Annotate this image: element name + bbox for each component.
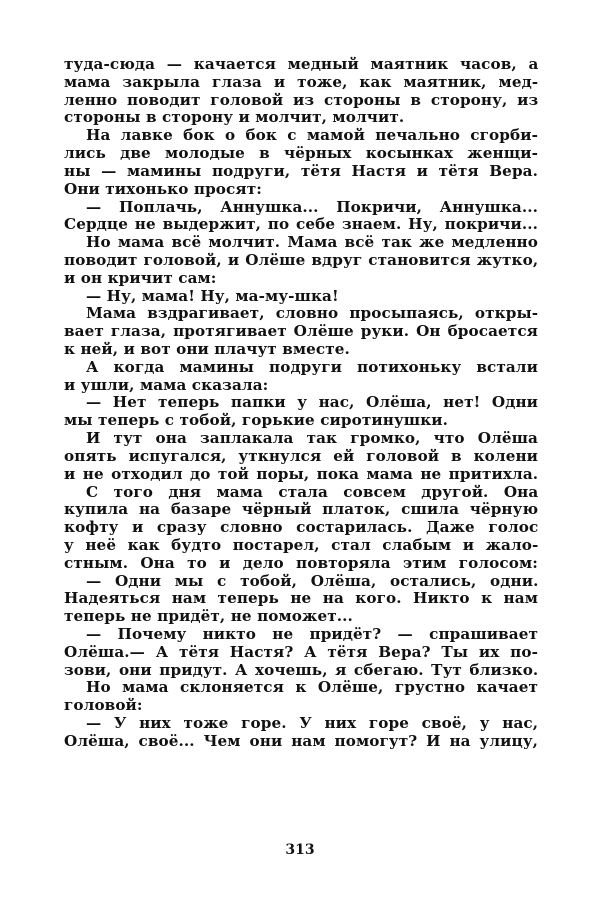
text-line: стным. Она то и дело повторяла этим голосом: <box>64 553 538 572</box>
text-line: и он кричит сам: <box>64 268 217 287</box>
text-line: Олёша.— А тётя Настя? А тётя Вера? Ты их по- <box>64 642 538 661</box>
text-line: Мама вздрагивает, словно просыпаясь, откры- <box>86 304 539 323</box>
paragraph <box>64 484 538 573</box>
paragraph <box>64 573 538 626</box>
text-line: Олёша, своё... Чем они нам помогут? И на улицу, <box>64 731 539 750</box>
text-line: Сердце не выдержит, по себе знаем. Ну, покричи... <box>64 215 538 234</box>
paragraph <box>64 199 538 235</box>
text-line: у неё как будто постарел, стал слабым и жало- <box>64 535 539 554</box>
text-line: С того дня мама стала совсем другой. Она <box>86 482 539 501</box>
text-line: — Ну, мама! Ну, ма-му-шка! <box>86 286 339 305</box>
text-line: Надеяться нам теперь не на кого. Никто к нам <box>64 589 538 608</box>
paragraph <box>64 679 538 715</box>
book-page-text <box>64 56 538 751</box>
text-line: к ней, и вот они плачут вместе. <box>64 340 350 358</box>
text-line: Но мама склоняется к Олёше, грустно качает <box>86 678 538 697</box>
text-line: мама закрыла глаза и тоже, как маятник, мед- <box>64 72 539 91</box>
text-line: Но мама всё молчит. Мама всё так же медленно <box>86 233 538 252</box>
text-line: головой: <box>64 696 143 715</box>
text-line: вает глаза, протягивает Олёше руки. Он бросается <box>64 322 538 341</box>
text-line: теперь не придёт, не поможет... <box>64 607 353 626</box>
paragraph <box>64 234 538 287</box>
text-line: лись две молодые в чёрных косынках женщи- <box>64 144 538 163</box>
text-line: мы теперь с тобой, горькие сиротинушки. <box>64 411 449 430</box>
paragraph <box>64 715 538 751</box>
paragraph <box>64 288 538 306</box>
text-line: ны — мамины подруги, тётя Настя и тётя Вера. <box>64 161 538 180</box>
text-line: поводит головой, и Олёше вдруг становится жутко, <box>64 250 539 269</box>
text-line: опять испугался, уткнулся ей головой в колени <box>64 446 539 465</box>
text-line: На лавке бок о бок с мамой печально сгорби- <box>86 126 538 145</box>
text-line: — У них тоже горе. У них горе своё, у нас, <box>86 714 539 733</box>
text-line: А когда мамины подруги потихоньку встали <box>86 357 538 376</box>
paragraph <box>64 359 538 395</box>
text-line: И тут она заплакала так громко, что Олёша <box>86 429 538 448</box>
text-line: и не отходил до той поры, пока мама не притихла. <box>64 464 539 483</box>
text-line: туда-сюда — качается медный маятник часов, а <box>64 55 539 73</box>
paragraph <box>64 430 538 483</box>
text-line: купила на базаре чёрный платок, сшила чёрную <box>64 500 539 519</box>
page-number: 313 <box>285 842 315 858</box>
text-line: — Нет теперь папки у нас, Олёша, нет! Одни <box>86 393 539 412</box>
text-line: ленно поводит головой из стороны в сторону, из <box>64 90 539 109</box>
text-line: зови, они придут. А хочешь, я сбегаю. Тут близко. <box>64 660 539 679</box>
text-line: — Почему никто не придёт? — спрашивает <box>86 625 538 643</box>
text-line: кофту и сразу словно состарилась. Даже голос <box>64 518 539 537</box>
text-line: Они тихонько просят: <box>64 179 262 198</box>
text-line: и ушли, мама сказала: <box>64 375 269 394</box>
paragraph <box>64 626 538 679</box>
paragraph <box>64 56 538 127</box>
text-line: — Одни мы с тобой, Олёша, остались, одни. <box>86 571 539 590</box>
paragraph <box>64 305 538 358</box>
paragraph <box>64 127 538 198</box>
text-line: стороны в сторону и молчит, молчит. <box>64 108 405 127</box>
text-line: — Поплачь, Аннушка... Покричи, Аннушка... <box>86 197 538 216</box>
paragraph <box>64 394 538 430</box>
